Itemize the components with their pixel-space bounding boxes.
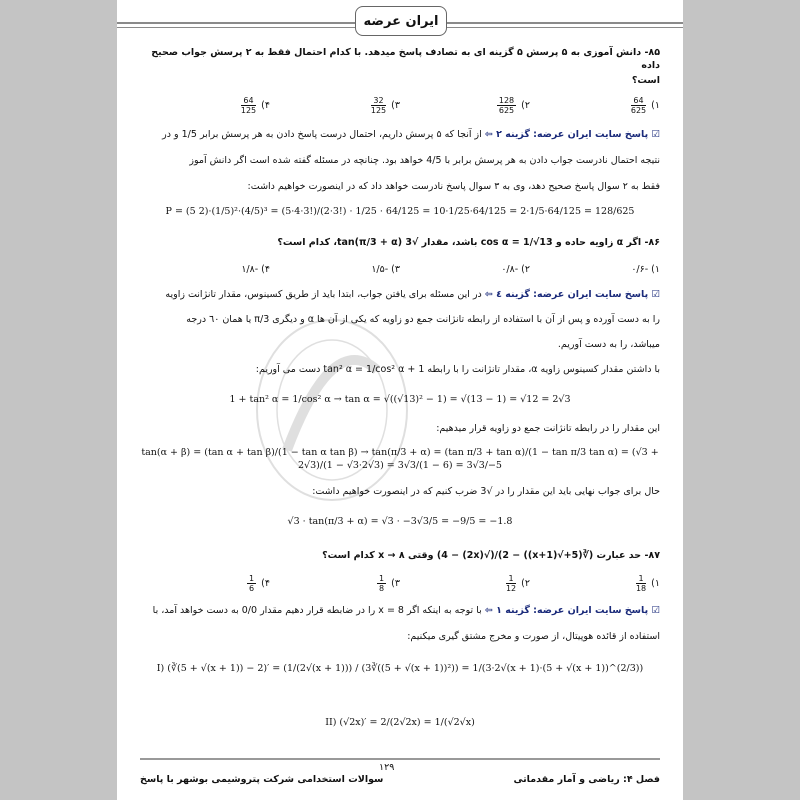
q86-formula1: 1 + tan² α = 1/cos² α → tan α = √((√13)² − 1) = √(13 − 1) = √12 = 2√3 bbox=[229, 394, 571, 405]
option-label: ۱) bbox=[651, 578, 660, 589]
option-numerator: 1 bbox=[506, 574, 516, 584]
logo bbox=[355, 6, 447, 36]
logo-text: ایران عرضه bbox=[363, 13, 439, 29]
q86-answer-line3: میباشد، را به دست آوریم. bbox=[557, 339, 660, 350]
q86-option-1[interactable]: ۱) -۰/۶ bbox=[631, 264, 660, 275]
q87-answer-header: ☑ پاسخ سایت ایران عرضه: گزینه ۱ ⇦ bbox=[484, 605, 660, 616]
option-label: ۲) bbox=[521, 100, 530, 111]
footer-book-title: سوالات استخدامی شرکت پتروشیمی بوشهر با پاسخ bbox=[140, 774, 384, 785]
q85-answer-header: ☑ پاسخ سایت ایران عرضه: گزینه ۲ ⇦ bbox=[484, 129, 660, 140]
q85-formula: P = (5 2)·(1/5)²·(4/5)³ = (5·4·3!)/(2·3!) · 1/25 · 64/125 = 10·1/25·64/125 = 2·1/5·64/125 = 128/625 bbox=[165, 206, 635, 217]
option-denominator: 125 bbox=[370, 106, 387, 115]
option-denominator: 6 bbox=[249, 584, 255, 593]
q85-answer-line2: نتیجه احتمال نادرست جواب دادن به هر پرسش برابر با 4/5 خواهد بود. چنانچه در مسئله گفته شده است اگر دانش آموز bbox=[189, 155, 660, 166]
q86-options bbox=[140, 264, 660, 275]
q86-answer-line4: با داشتن مقدار کسینوس زاویه α، مقدار تانژانت را با رابطه 1 + tan² α = 1/cos² α دست می آوریم: bbox=[255, 364, 660, 375]
q86-option-4[interactable]: ۴) -۱/۸ bbox=[241, 264, 270, 275]
q86-answer-header: ☑ پاسخ سایت ایران عرضه: گزینه ٤ ⇦ bbox=[484, 289, 660, 300]
option-denominator: 125 bbox=[240, 106, 257, 115]
option-label: ۲) bbox=[521, 578, 530, 589]
q86-answer-line1 bbox=[140, 288, 660, 301]
q85-option-1[interactable] bbox=[530, 96, 660, 115]
q85-question-line1: ۸۵- دانش آموزی به ۵ پرسش ۵ گزینه ای به تصادف پاسخ میدهد. با کدام احتمال فقط به ۲ پرسش جواب صحیح داده bbox=[151, 47, 660, 71]
q85-option-4[interactable] bbox=[140, 96, 270, 115]
option-label: ۴) bbox=[261, 578, 270, 589]
option-label: ۳) bbox=[391, 578, 400, 589]
q85-answer-line1 bbox=[140, 128, 660, 141]
q87-question: ۸۷- حد عبارت (∛(5+√(x+1)) − 2)/(√(2x) − 4) وقتی x → ۸ کدام است؟ bbox=[322, 550, 660, 561]
option-numerator: 1 bbox=[636, 574, 646, 584]
q85-option-2[interactable] bbox=[400, 96, 530, 115]
q87-options bbox=[140, 574, 660, 593]
option-label: ۳) bbox=[391, 100, 400, 111]
q86-answer-line5: این مقدار را در رابطه تانژانت جمع دو زاویه قرار میدهیم: bbox=[436, 423, 660, 434]
option-numerator: 64 bbox=[241, 96, 256, 106]
option-denominator: 625 bbox=[630, 106, 647, 115]
option-denominator: 18 bbox=[635, 584, 647, 593]
option-denominator: 625 bbox=[498, 106, 515, 115]
q85-question-line2: است؟ bbox=[631, 75, 660, 86]
q86-answer-line2: را به دست آورده و پس از آن با استفاده از رابطه تانژانت جمع دو زاویه که یکی از آن ها α و دیگری π/3 یا همان ٦٠ درجه bbox=[186, 314, 660, 325]
footer-chapter: فصل ۴: ریاضی و آمار مقدماتی bbox=[513, 774, 660, 785]
page-number: ۱۲۹ bbox=[379, 762, 395, 773]
q87-answer-line2: استفاده از قائده هوپیتال، از صورت و مخرج مشتق گیری میکنیم: bbox=[407, 631, 660, 642]
option-numerator: 1 bbox=[379, 574, 385, 583]
q87-option-4[interactable] bbox=[140, 574, 270, 593]
q85-option-3[interactable] bbox=[270, 96, 400, 115]
footer-rule bbox=[140, 758, 660, 760]
q86-formula2: tan(α + β) = (tan α + tan β)/(1 − tan α tan β) → tan(π/3 + α) = (tan π/3 + tan α)/(1 − tan π/3 tan α) = (√3 + 2√3)/(1 − √3·2√3) = 3√3/(1 − 6) = 3√3/−5 bbox=[141, 447, 659, 471]
q86-option-2[interactable]: ۲) -۰/۸ bbox=[501, 264, 530, 275]
q87-answer-line1 bbox=[140, 604, 660, 617]
q87-option-2[interactable] bbox=[400, 574, 530, 593]
q86-question: ۸۶- اگر α زاویه حاده و cos α = 1/√13 باشد، مقدار √3 tan(π/3 + α)، کدام است؟ bbox=[277, 237, 660, 248]
q87-answer-text: با توجه به اینکه اگر x = 8 را در ضابطه قرار دهیم مقدار 0/0 به دست خواهد آمد، با bbox=[152, 605, 482, 616]
option-numerator: 128 bbox=[498, 96, 515, 105]
q86-answer-line6: حال برای جواب نهایی باید این مقدار را در √3 ضرب کنیم که در اینصورت خواهیم داشت: bbox=[312, 486, 660, 497]
q87-option-3[interactable] bbox=[270, 574, 400, 593]
q87-formula2: II) (√2x)′ = 2/(2√2x) = 1/(√2√x) bbox=[325, 717, 475, 728]
option-numerator: 64 bbox=[631, 96, 646, 106]
q86-option-3[interactable]: ۳) -۱/۵ bbox=[371, 264, 400, 275]
document-page bbox=[117, 0, 683, 800]
option-label: ۴) bbox=[261, 100, 270, 111]
option-label: ۱) bbox=[651, 100, 660, 111]
option-numerator: 1 bbox=[249, 574, 255, 583]
option-denominator: 12 bbox=[505, 584, 517, 593]
q87-option-1[interactable] bbox=[530, 574, 660, 593]
q85-answer-line3: فقط به ۲ سوال پاسخ صحیح دهد، وی به ۳ سوال پاسخ نادرست خواهد داد که در اینصورت خواهیم داشت: bbox=[247, 181, 660, 192]
option-numerator: 32 bbox=[371, 96, 386, 106]
option-denominator: 8 bbox=[379, 584, 385, 593]
q87-formula1: I) (∛(5 + √(x + 1)) − 2)′ = (1/(2√(x + 1))) / (3∛((5 + √(x + 1))²)) = 1/(3·2√(x + 1)·(5 + √(x + 1))^(2/3)) bbox=[156, 663, 644, 674]
q86-formula3: √3 · tan(π/3 + α) = √3 · −3√3/5 = −9/5 = −1.8 bbox=[287, 516, 513, 527]
q85-options bbox=[140, 96, 660, 115]
q86-answer-text: در این مسئله برای یافتن جواب، ابتدا باید از طریق کسینوس، مقدار تانژانت زاویه bbox=[165, 289, 482, 300]
q85-answer-text: از آنجا که ۵ پرسش داریم، احتمال درست پاسخ دادن به هر پرسش برابر 1/5 و در bbox=[162, 129, 482, 140]
